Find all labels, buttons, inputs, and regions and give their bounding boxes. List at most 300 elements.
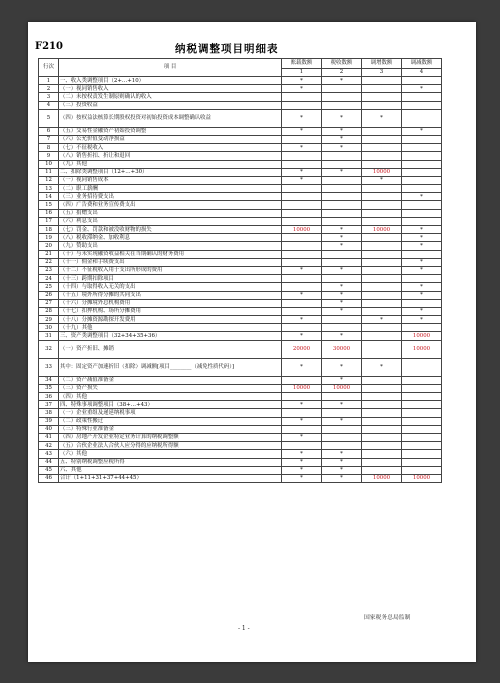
row-number-cell: 38 (39, 409, 59, 417)
col1-cell: * (282, 433, 322, 441)
row-number-cell: 9 (39, 152, 59, 160)
col2-cell (322, 258, 362, 266)
header-num-1: 1 (282, 69, 322, 77)
col3-cell (362, 258, 402, 266)
col3-cell (362, 217, 402, 225)
col1-cell: * (282, 466, 322, 474)
header-item: 项 目 (59, 59, 282, 77)
col3-cell: * (362, 316, 402, 324)
table-row (39, 250, 442, 258)
col1-cell: * (282, 458, 322, 466)
table-row (39, 176, 442, 184)
table-row (39, 209, 442, 217)
col3-cell (362, 101, 402, 109)
col2-cell (322, 160, 362, 168)
col2-cell: 30000 (322, 340, 362, 358)
table-row (39, 226, 442, 234)
table-row (39, 409, 442, 417)
col4-cell (402, 176, 442, 184)
item-cell: 合计（1+11+31+37+44+45） (59, 474, 282, 482)
col1-cell (282, 101, 322, 109)
row-number-cell: 1 (39, 77, 59, 85)
col2-cell: * (322, 401, 362, 409)
item-cell: （十）与未实现融资收益相关在当期确认的财务费用 (59, 250, 282, 258)
col4-cell: * (402, 226, 442, 234)
col1-cell (282, 201, 322, 209)
col2-cell: * (322, 474, 362, 482)
table-row (39, 135, 442, 143)
header-col1: 账载数额 (282, 59, 322, 69)
col3-cell (362, 201, 402, 209)
item-cell: （二）资产减值准备金 (59, 376, 282, 384)
row-number-cell: 12 (39, 176, 59, 184)
table-row (39, 316, 442, 324)
footer-agency: 国家税务总局监制 (364, 615, 411, 621)
col4-cell: * (402, 291, 442, 299)
item-cell: 四、特殊事项调整项目（38+…+43） (59, 401, 282, 409)
col3-cell (362, 417, 402, 425)
row-number-cell: 40 (39, 425, 59, 433)
row-number-cell: 43 (39, 450, 59, 458)
row-number-cell: 16 (39, 209, 59, 217)
item-cell: （一）视同销售收入 (59, 85, 282, 93)
table-row (39, 77, 442, 85)
col2-cell: * (322, 283, 362, 291)
row-number-cell: 29 (39, 316, 59, 324)
col3-cell (362, 425, 402, 433)
col2-cell: * (322, 109, 362, 127)
col3-cell (362, 299, 402, 307)
table-row (39, 127, 442, 135)
col1-cell: * (282, 85, 322, 93)
table-row (39, 185, 442, 193)
col1-cell: * (282, 450, 322, 458)
row-number-cell: 19 (39, 234, 59, 242)
col2-cell: * (322, 242, 362, 250)
table-row (39, 332, 442, 340)
col1-cell (282, 217, 322, 225)
row-number-cell: 31 (39, 332, 59, 340)
col2-cell: * (322, 144, 362, 152)
col2-cell: * (322, 458, 362, 466)
row-number-cell: 44 (39, 458, 59, 466)
item-cell: （十六）分摊境外总机构费用 (59, 299, 282, 307)
col1-cell (282, 258, 322, 266)
col2-cell: * (322, 417, 362, 425)
col2-cell: * (322, 291, 362, 299)
col4-cell (402, 458, 442, 466)
header-row-no: 行次 (39, 59, 59, 77)
col3-cell (362, 291, 402, 299)
col1-cell (282, 193, 322, 201)
row-number-cell: 35 (39, 384, 59, 392)
col4-cell (402, 401, 442, 409)
col3-cell (362, 332, 402, 340)
col3-cell (362, 324, 402, 332)
row-number-cell: 15 (39, 201, 59, 209)
row-number-cell: 42 (39, 442, 59, 450)
col3-cell (362, 376, 402, 384)
row-number-cell: 7 (39, 135, 59, 143)
col3-cell: * (362, 109, 402, 127)
col3-cell: * (362, 358, 402, 376)
table-row (39, 450, 442, 458)
col2-cell (322, 193, 362, 201)
col2-cell (322, 152, 362, 160)
col1-cell (282, 135, 322, 143)
item-cell: （六）公允价值变动净损益 (59, 135, 282, 143)
header-num-4: 4 (402, 69, 442, 77)
col2-cell (322, 93, 362, 101)
col1-cell (282, 160, 322, 168)
row-number-cell: 36 (39, 393, 59, 401)
col3-cell (362, 193, 402, 201)
col3-cell: 10000 (362, 168, 402, 176)
item-cell: （三）特殊行业准备金 (59, 425, 282, 433)
col3-cell (362, 466, 402, 474)
col1-cell (282, 185, 322, 193)
item-cell: （一）视同销售成本 (59, 176, 282, 184)
col2-cell (322, 250, 362, 258)
col3-cell: * (362, 176, 402, 184)
item-cell: （三）资产损失 (59, 384, 282, 392)
page-title: 纳税调整项目明细表 (175, 43, 279, 55)
col2-cell: * (322, 299, 362, 307)
col1-cell (282, 242, 322, 250)
col1-cell: 10000 (282, 226, 322, 234)
item-cell: （十九）其他 (59, 324, 282, 332)
item-cell: （四）房地产开发企业特定业务计算的纳税调整额 (59, 433, 282, 441)
col1-cell (282, 299, 322, 307)
col2-cell (322, 316, 362, 324)
col3-cell (362, 401, 402, 409)
col4-cell (402, 384, 442, 392)
item-cell: （三）投资收益 (59, 101, 282, 109)
col3-cell (362, 127, 402, 135)
col4-cell (402, 433, 442, 441)
item-cell: 其中：固定资产加速折旧（扣除）调减额[项目________（减免性质代码）] (59, 358, 282, 376)
col2-cell: * (322, 466, 362, 474)
col1-cell: * (282, 316, 322, 324)
table-row (39, 291, 442, 299)
table-row (39, 266, 442, 274)
col1-cell: * (282, 332, 322, 340)
table-row (39, 217, 442, 225)
col2-cell (322, 101, 362, 109)
col4-cell (402, 358, 442, 376)
col2-cell (322, 393, 362, 401)
table-row (39, 109, 442, 127)
item-cell: 二、扣除类调整项目（12+…+30） (59, 168, 282, 176)
col3-cell (362, 393, 402, 401)
col1-cell: * (282, 168, 322, 176)
col4-cell: * (402, 234, 442, 242)
col2-cell: * (322, 234, 362, 242)
item-cell: （七）罚金、罚款和被没收财物的损失 (59, 226, 282, 234)
col3-cell (362, 242, 402, 250)
col4-cell: 10000 (402, 474, 442, 482)
col4-cell (402, 466, 442, 474)
row-number-cell: 25 (39, 283, 59, 291)
col4-cell (402, 275, 442, 283)
col3-cell (362, 283, 402, 291)
col4-cell: * (402, 85, 442, 93)
header-col4: 调减数额 (402, 59, 442, 69)
item-cell: （四）按权益法核算长期股权投资对初始投资成本调整确认收益 (59, 109, 282, 127)
col1-cell (282, 409, 322, 417)
col3-cell (362, 275, 402, 283)
col2-cell: * (322, 77, 362, 85)
col2-cell: * (322, 307, 362, 315)
col2-cell: * (322, 127, 362, 135)
row-number-cell: 3 (39, 93, 59, 101)
col4-cell (402, 185, 442, 193)
col1-cell (282, 442, 322, 450)
header-row (39, 59, 442, 69)
col4-cell (402, 393, 442, 401)
row-number-cell: 21 (39, 250, 59, 258)
col1-cell (282, 275, 322, 283)
col2-cell (322, 185, 362, 193)
col3-cell (362, 433, 402, 441)
row-number-cell: 33 (39, 358, 59, 376)
col2-cell (322, 324, 362, 332)
item-cell: 一、收入类调整项目（2+…+10） (59, 77, 282, 85)
table-row (39, 242, 442, 250)
col3-cell: 10000 (362, 474, 402, 482)
col3-cell (362, 307, 402, 315)
item-cell: （三）业务招待费支出 (59, 193, 282, 201)
col1-cell: * (282, 144, 322, 152)
col1-cell: * (282, 417, 322, 425)
row-number-cell: 32 (39, 340, 59, 358)
col4-cell (402, 250, 442, 258)
table-row (39, 340, 442, 358)
item-cell: （八）销售折扣、折让和退回 (59, 152, 282, 160)
col1-cell: * (282, 266, 322, 274)
col3-cell (362, 384, 402, 392)
col4-cell (402, 152, 442, 160)
row-number-cell: 4 (39, 101, 59, 109)
col4-cell (402, 168, 442, 176)
col4-cell (402, 409, 442, 417)
item-cell: （六）利息支出 (59, 217, 282, 225)
col4-cell: * (402, 127, 442, 135)
row-number-cell: 41 (39, 433, 59, 441)
col4-cell (402, 376, 442, 384)
row-number-cell: 30 (39, 324, 59, 332)
row-number-cell: 20 (39, 242, 59, 250)
table-row (39, 384, 442, 392)
col2-cell: * (322, 450, 362, 458)
table-row (39, 307, 442, 315)
col1-cell: * (282, 176, 322, 184)
col4-cell (402, 299, 442, 307)
row-number-cell: 26 (39, 291, 59, 299)
header-col2: 税收数额 (322, 59, 362, 69)
row-number-cell: 2 (39, 85, 59, 93)
col4-cell (402, 417, 442, 425)
item-cell: （十二）不征税收入用于支出所形成的费用 (59, 266, 282, 274)
header-num-3: 3 (362, 69, 402, 77)
col3-cell (362, 93, 402, 101)
item-cell: （四）广告费和业务宣传费支出 (59, 201, 282, 209)
table-row (39, 433, 442, 441)
col1-cell (282, 250, 322, 258)
item-cell: （十七）扣押机构、场所分摊费用 (59, 307, 282, 315)
table-row (39, 376, 442, 384)
col3-cell (362, 340, 402, 358)
table-row (39, 393, 442, 401)
col2-cell (322, 275, 362, 283)
col1-cell (282, 234, 322, 242)
row-number-cell: 13 (39, 185, 59, 193)
col2-cell: * (322, 376, 362, 384)
table-row (39, 258, 442, 266)
col2-cell: * (322, 358, 362, 376)
item-cell: （一）企业重组及递延纳税事项 (59, 409, 282, 417)
item-cell: （七）不征税收入 (59, 144, 282, 152)
col4-cell: * (402, 307, 442, 315)
adjustment-table (38, 58, 442, 483)
table-row (39, 466, 442, 474)
col4-cell (402, 135, 442, 143)
col4-cell (402, 450, 442, 458)
col3-cell (362, 152, 402, 160)
item-cell: （九）赞助支出 (59, 242, 282, 250)
table-body (39, 77, 442, 483)
col2-cell: * (322, 168, 362, 176)
item-cell: （一）资产折旧、摊销 (59, 340, 282, 358)
item-cell: （二）职工薪酬 (59, 185, 282, 193)
col1-cell: * (282, 291, 322, 299)
row-number-cell: 37 (39, 401, 59, 409)
row-number-cell: 27 (39, 299, 59, 307)
col4-cell: * (402, 258, 442, 266)
col1-cell (282, 393, 322, 401)
col2-cell: 10000 (322, 384, 362, 392)
col2-cell: * (322, 135, 362, 143)
table-row (39, 425, 442, 433)
row-number-cell: 14 (39, 193, 59, 201)
item-cell: （二）未按权责发生制原则确认的收入 (59, 93, 282, 101)
form-code: F210 (35, 41, 63, 52)
row-number-cell: 11 (39, 168, 59, 176)
row-number-cell: 22 (39, 258, 59, 266)
row-number-cell: 17 (39, 217, 59, 225)
col4-cell: * (402, 266, 442, 274)
col3-cell (362, 85, 402, 93)
col3-cell (362, 160, 402, 168)
col3-cell (362, 144, 402, 152)
col1-cell: 10000 (282, 384, 322, 392)
item-cell: （四）其他 (59, 393, 282, 401)
row-number-cell: 5 (39, 109, 59, 127)
col4-cell (402, 160, 442, 168)
table-row (39, 144, 442, 152)
col4-cell: * (402, 242, 442, 250)
row-number-cell: 45 (39, 466, 59, 474)
item-cell: （二）政策性搬迁 (59, 417, 282, 425)
row-number-cell: 23 (39, 266, 59, 274)
item-cell: （十一）佣金和手续费支出 (59, 258, 282, 266)
item-cell: （十八）分摊资源勘探开发费用 (59, 316, 282, 324)
row-number-cell: 34 (39, 376, 59, 384)
col1-cell: * (282, 401, 322, 409)
col2-cell (322, 176, 362, 184)
item-cell: （十五）境外所得分摊的共同支出 (59, 291, 282, 299)
col1-cell: * (282, 109, 322, 127)
col3-cell (362, 409, 402, 417)
col1-cell (282, 152, 322, 160)
col4-cell (402, 77, 442, 85)
col3-cell (362, 442, 402, 450)
row-number-cell: 46 (39, 474, 59, 482)
table-row (39, 85, 442, 93)
table-row (39, 299, 442, 307)
col1-cell: * (282, 77, 322, 85)
item-cell: 五、特别纳税调整应税所得 (59, 458, 282, 466)
col4-cell (402, 442, 442, 450)
col3-cell (362, 135, 402, 143)
table-row (39, 234, 442, 242)
col4-cell: 10000 (402, 340, 442, 358)
col4-cell: 10000 (402, 332, 442, 340)
col1-cell (282, 209, 322, 217)
col4-cell (402, 101, 442, 109)
table-row (39, 193, 442, 201)
col3-cell (362, 77, 402, 85)
col1-cell: 20000 (282, 340, 322, 358)
col4-cell (402, 109, 442, 127)
table-row (39, 442, 442, 450)
col4-cell (402, 93, 442, 101)
form-header (35, 41, 435, 55)
row-number-cell: 6 (39, 127, 59, 135)
table-row (39, 275, 442, 283)
table-row (39, 401, 442, 409)
row-number-cell: 39 (39, 417, 59, 425)
col4-cell (402, 209, 442, 217)
col3-cell (362, 234, 402, 242)
table-row (39, 160, 442, 168)
col4-cell (402, 425, 442, 433)
table-row (39, 93, 442, 101)
item-cell: （九）其他 (59, 160, 282, 168)
col4-cell: * (402, 193, 442, 201)
item-cell: （五）捐赠支出 (59, 209, 282, 217)
col3-cell (362, 458, 402, 466)
col1-cell (282, 307, 322, 315)
item-cell: （六）其他 (59, 450, 282, 458)
col4-cell (402, 144, 442, 152)
col1-cell (282, 93, 322, 101)
col3-cell (362, 266, 402, 274)
item-cell: （五）交易性金融资产初始投资调整 (59, 127, 282, 135)
col1-cell: * (282, 358, 322, 376)
col2-cell (322, 442, 362, 450)
table-row (39, 201, 442, 209)
table-row (39, 474, 442, 482)
col1-cell (282, 283, 322, 291)
header-col3: 调增数额 (362, 59, 402, 69)
row-number-cell: 18 (39, 226, 59, 234)
col3-cell (362, 185, 402, 193)
table-row (39, 168, 442, 176)
col2-cell: * (322, 332, 362, 340)
col2-cell (322, 209, 362, 217)
header-num-2: 2 (322, 69, 362, 77)
